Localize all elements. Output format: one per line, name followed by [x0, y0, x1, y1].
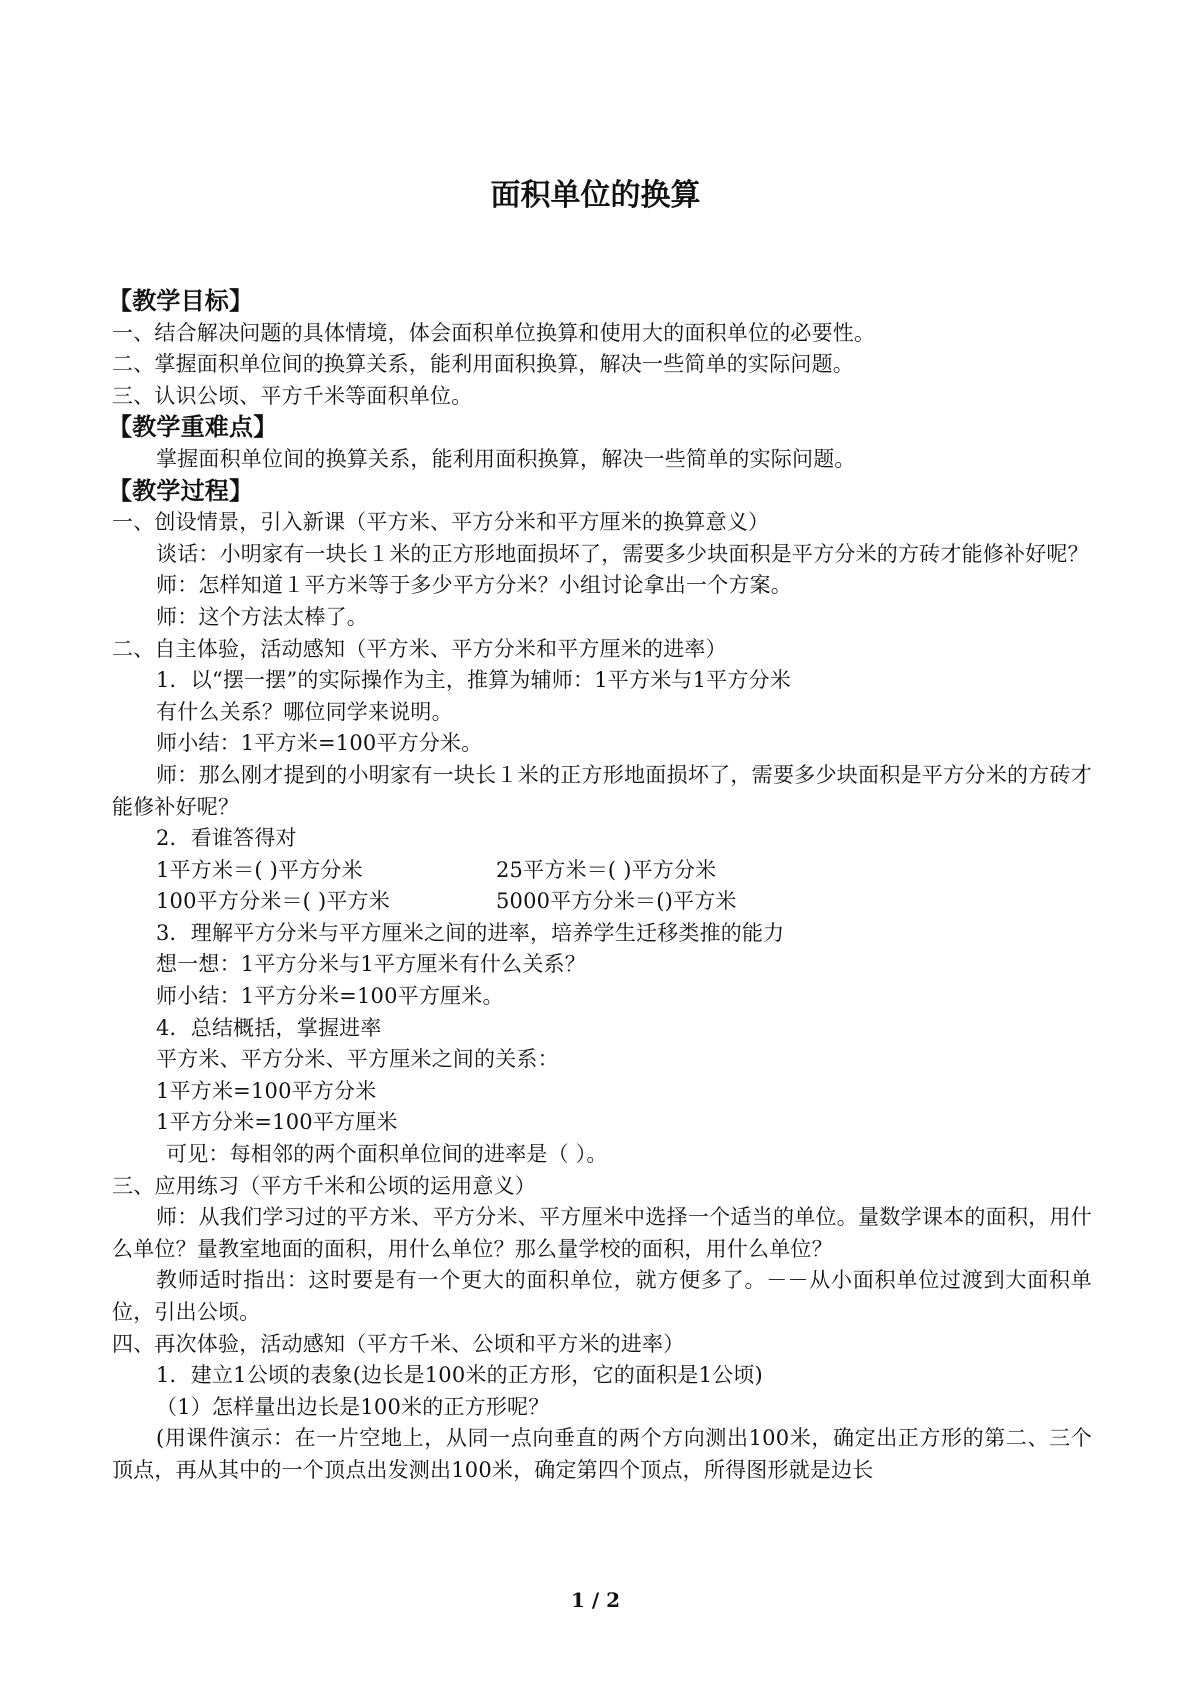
- paragraph: 师：怎样知道１平方米等于多少平方分米？小组讨论拿出一个方案。: [156, 573, 792, 598]
- paragraph: 4．总结概括，掌握进率: [156, 1015, 382, 1040]
- paragraph: 师小结：1平方米=100平方分米。: [156, 731, 483, 756]
- paragraph: 可见：每相邻的两个面积单位间的进率是（ ）。: [166, 1142, 608, 1167]
- paragraph: 师：从我们学习过的平方米、平方分米、平方厘米中选择一个适当的单位。量数学课本的面积，用什么单位？量教室地面的面积，用什么单位？那么量学校的面积，用什么单位？: [112, 1205, 1092, 1261]
- paragraph: (用课件演示：在一片空地上，从同一点向垂直的两个方向测出100米，确定出正方形的第二、三个顶点，再从其中的一个顶点出发测出100米，确定第四个顶点，所得图形就是边长: [112, 1426, 1092, 1482]
- exercise-row: [112, 855, 1092, 887]
- key-points-heading: 【教学重难点】: [108, 413, 278, 442]
- document-body: [108, 286, 1092, 1487]
- paragraph: 2．看谁答得对: [156, 826, 297, 851]
- goal-item: 二、掌握面积单位间的换算关系，能利用面积换算，解决一些简单的实际问题。: [112, 352, 854, 377]
- exercise-question: 5000平方分米＝()平方米: [496, 889, 737, 914]
- paragraph: 教师适时指出：这时要是有一个更大的面积单位，就方便多了。－－从小面积单位过渡到大面积单位，引出公顷。: [112, 1268, 1092, 1324]
- step-title: 四、再次体验，活动感知（平方千米、公顷和平方米的进率）: [112, 1331, 685, 1356]
- paragraph: 1．以“摆一摆”的实际操作为主，推算为辅师：1平方米与1平方分米: [156, 668, 791, 693]
- process-heading: 【教学过程】: [108, 476, 254, 505]
- paragraph: 师：这个方法太棒了。: [156, 604, 368, 629]
- paragraph: 平方米、平方分米、平方厘米之间的关系：: [156, 1047, 559, 1072]
- paragraph: 想一想：1平方分米与1平方厘米有什么关系？: [156, 952, 586, 977]
- goal-item: 一、结合解决问题的具体情境，体会面积单位换算和使用大的面积单位的必要性。: [112, 320, 876, 345]
- step-title: 三、应用练习（平方千米和公顷的运用意义）: [112, 1173, 536, 1198]
- paragraph: 3．理解平方分米与平方厘米之间的进率，培养学生迁移类推的能力: [156, 920, 785, 945]
- page-number: 1 / 2: [570, 1588, 621, 1612]
- paragraph: 师小结：1平方分米=100平方厘米。: [156, 984, 504, 1009]
- exercise-question: 100平方分米＝( )平方米: [156, 889, 390, 914]
- document-title: 面积单位的换算: [490, 178, 701, 213]
- exercise-question: 1平方米＝( )平方分米: [156, 857, 363, 882]
- key-points-text: 掌握面积单位间的换算关系，能利用面积换算，解决一些简单的实际问题。: [156, 446, 856, 471]
- paragraph: 1．建立1公顷的表象(边长是100米的正方形，它的面积是1公顷): [156, 1363, 763, 1388]
- paragraph: 1平方分米=100平方厘米: [156, 1110, 398, 1135]
- goal-item: 三、认识公顷、平方千米等面积单位。: [112, 383, 473, 408]
- step-title: 二、自主体验，活动感知（平方米、平方分米和平方厘米的进率）: [112, 636, 727, 661]
- exercise-question: 25平方米＝( )平方分米: [496, 857, 717, 882]
- paragraph: 师：那么刚才提到的小明家有一块长１米的正方形地面损坏了，需要多少块面积是平方分米的方砖才能修补好呢？: [112, 762, 1092, 819]
- step-title: 一、创设情景，引入新课（平方米、平方分米和平方厘米的换算意义）: [112, 510, 770, 535]
- paragraph: 有什么关系？哪位同学来说明。: [156, 699, 453, 724]
- paragraph: 1平方米=100平方分米: [156, 1078, 377, 1103]
- paragraph: （1）怎样量出边长是100米的正方形呢？: [156, 1394, 550, 1419]
- exercise-row: [112, 886, 1092, 918]
- goals-heading: 【教学目标】: [108, 287, 254, 315]
- paragraph: 谈话：小明家有一块长１米的正方形地面损坏了，需要多少块面积是平方分米的方砖才能修补好呢？: [156, 541, 1089, 566]
